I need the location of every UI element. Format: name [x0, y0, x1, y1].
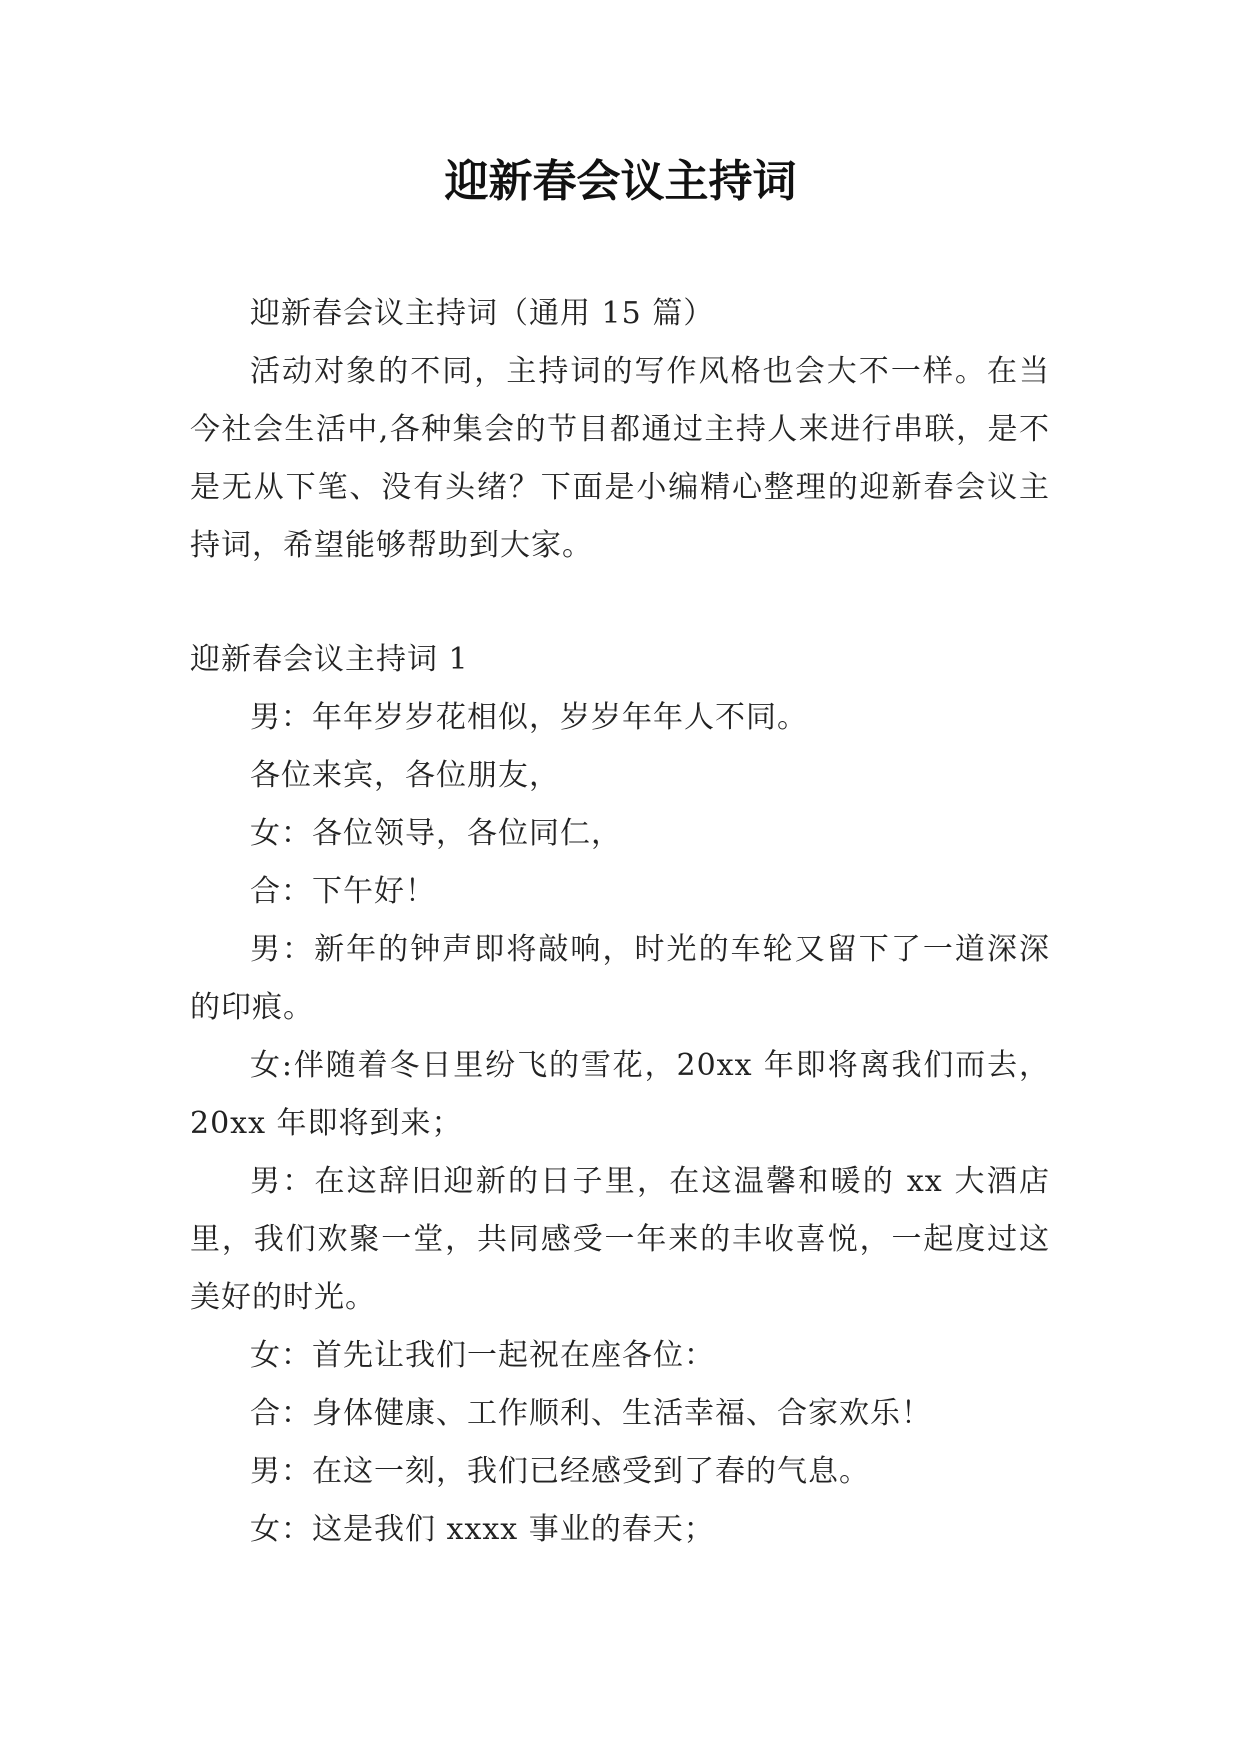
dialogue-line: 女：首先让我们一起祝在座各位： [250, 1338, 715, 1373]
dialogue-line: 男：在这一刻，我们已经感受到了春的气息。 [250, 1454, 870, 1489]
dialogue-line: 女：各位领导，各位同仁， [250, 816, 622, 851]
dialogue-line: 男：新年的钟声即将敲响，时光的车轮又留下了一道深深的印痕。 [190, 932, 1050, 1025]
dialogue-line: 男：年年岁岁花相似，岁岁年年人不同。 [250, 700, 808, 735]
dialogue-line: 女:伴随着冬日里纷飞的雪花，20xx 年即将离我们而去，20xx 年即将到来； [190, 1048, 1050, 1141]
dialogue-line: 女：这是我们 xxxx 事业的春天； [250, 1512, 715, 1547]
dialogue-line: 合：身体健康、工作顺利、生活幸福、合家欢乐！ [250, 1396, 932, 1431]
dialogue-line: 男：在这辞旧迎新的日子里，在这温馨和暖的 xx 大酒店里，我们欢聚一堂，共同感受一年来的丰收喜悦，一起度过这美好的时光。 [190, 1164, 1050, 1315]
dialogue-line: 各位来宾，各位朋友， [250, 758, 560, 793]
intro-subtitle: 迎新春会议主持词（通用 15 篇） [250, 296, 715, 331]
intro-paragraph: 活动对象的不同，主持词的写作风格也会大不一样。在当今社会生活中,各种集会的节目都通过主持人来进行串联，是不是无从下笔、没有头绪？下面是小编精心整理的迎新春会议主持词，希望能够帮助到大家。 [190, 354, 1050, 563]
document-title: 迎新春会议主持词 [444, 156, 797, 207]
dialogue-line: 合：下午好！ [250, 874, 436, 909]
document-body [190, 285, 1050, 1559]
section-spacer [190, 575, 1050, 631]
section-heading: 迎新春会议主持词 1 [190, 642, 469, 677]
